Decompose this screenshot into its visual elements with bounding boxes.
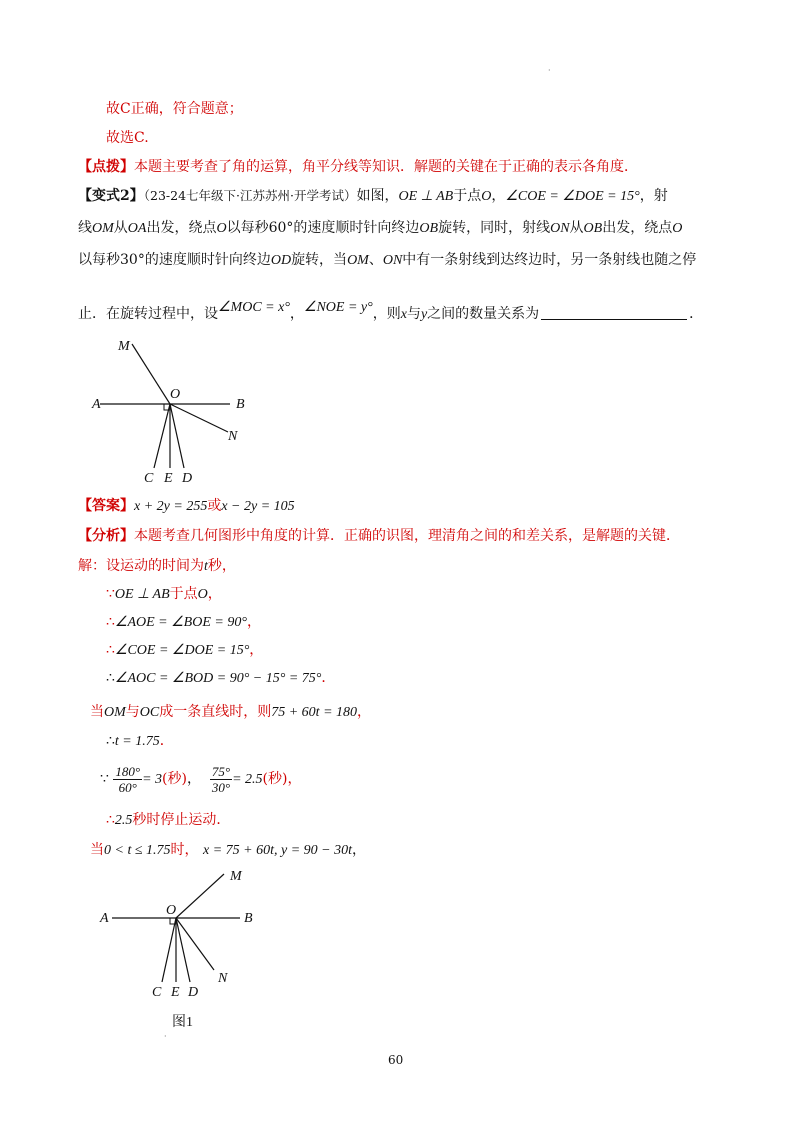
math: 75 + 60t = 180 bbox=[271, 705, 358, 720]
label-c: C bbox=[152, 985, 162, 1000]
symbol: ∴ bbox=[106, 733, 115, 749]
analysis-text: 本题考查几何图形中角度的计算．正确的识图，理清角之间的和差关系，是解题的关键． bbox=[134, 528, 680, 544]
solution-step-1 bbox=[106, 584, 222, 605]
text: 当 bbox=[90, 842, 104, 858]
text: 出发，绕点 bbox=[602, 220, 673, 236]
solution-step-4 bbox=[106, 668, 335, 689]
label-d: D bbox=[188, 985, 199, 1000]
symbol: ∵ bbox=[100, 771, 109, 787]
label-c: C bbox=[144, 471, 154, 486]
math: 60 bbox=[268, 220, 287, 236]
label-e: E bbox=[164, 471, 173, 486]
variant-line-1 bbox=[78, 186, 668, 207]
math: ∠AOE = ∠BOE = 90° bbox=[114, 615, 247, 630]
ray-om bbox=[132, 344, 170, 404]
text: 从 bbox=[569, 220, 584, 236]
math: ∠NOE = y° bbox=[303, 300, 373, 315]
math: 2.5 bbox=[114, 813, 133, 828]
text: 与 bbox=[406, 306, 421, 322]
text: ， bbox=[186, 771, 201, 787]
text: ， bbox=[207, 586, 222, 602]
text: 于点 bbox=[453, 188, 482, 204]
tip-text: 本题主要考查了角的运算，角平分线等知识．解题的关键在于正确的表示各角度． bbox=[134, 159, 638, 175]
math: t = 1.75 bbox=[114, 734, 160, 749]
math: x = 75 + 60t, y = 90 − 30t bbox=[202, 843, 352, 858]
text: °的速度顺时针向终边 bbox=[137, 252, 271, 268]
solution-step-9 bbox=[90, 840, 366, 861]
text: 旋转，当 bbox=[291, 252, 348, 268]
variant-tag: 【变式2】 bbox=[78, 188, 144, 204]
text: °的速度顺时针向终边 bbox=[286, 220, 420, 236]
page-number: 60 bbox=[388, 1053, 404, 1067]
scan-dot: · bbox=[548, 66, 551, 75]
tip-tag: 【点拨】 bbox=[78, 159, 134, 175]
ray-on bbox=[170, 404, 228, 432]
variant-line-3 bbox=[78, 250, 696, 271]
text: ． bbox=[159, 733, 174, 749]
math: 0 < t ≤ 1.75 bbox=[104, 843, 171, 858]
analysis-tag: 【分析】 bbox=[78, 528, 134, 544]
unit: (秒) bbox=[162, 771, 187, 787]
solution-step-3 bbox=[106, 640, 263, 661]
label-e: E bbox=[171, 985, 180, 1000]
math: OD bbox=[270, 253, 292, 268]
label-a: A bbox=[100, 911, 109, 926]
math: O bbox=[672, 221, 683, 236]
math: 30 bbox=[120, 252, 138, 268]
math: OB bbox=[419, 221, 439, 236]
math: x bbox=[400, 307, 407, 322]
denominator: 30° bbox=[211, 779, 231, 795]
label-d: D bbox=[182, 471, 193, 486]
text: ． bbox=[321, 670, 336, 686]
math: y bbox=[420, 307, 428, 322]
denominator: 60° bbox=[118, 779, 137, 795]
text: 秒时停止运动． bbox=[132, 812, 231, 828]
label-n: N bbox=[218, 971, 228, 986]
text: 当 bbox=[90, 704, 104, 720]
math: O bbox=[197, 587, 208, 602]
text: ． bbox=[689, 306, 704, 322]
math: ∠COE = ∠DOE = 15° bbox=[114, 643, 250, 658]
answer-line bbox=[78, 496, 295, 517]
text: 之间的数量关系为 bbox=[427, 306, 540, 322]
numerator: 180° bbox=[115, 763, 141, 779]
text: 以每秒 bbox=[78, 252, 120, 268]
symbol: ∴ bbox=[106, 642, 115, 658]
text: ， bbox=[246, 614, 261, 630]
ray-oc bbox=[154, 404, 170, 468]
symbol: ∴ bbox=[106, 812, 115, 828]
symbol: ∴ bbox=[106, 614, 115, 630]
solution-step-8 bbox=[106, 810, 230, 831]
text: ，射 bbox=[639, 188, 668, 204]
variant-source: （23-24七年级下·江苏苏州·开学考试） bbox=[143, 188, 357, 203]
math: OM bbox=[104, 705, 126, 720]
math: OE ⊥ AB bbox=[114, 587, 170, 602]
answer-blank bbox=[541, 305, 687, 320]
tip-paragraph bbox=[78, 157, 638, 177]
text: 成一条直线时，则 bbox=[159, 704, 272, 720]
math: ON bbox=[382, 253, 403, 268]
text: ， bbox=[249, 642, 264, 658]
variant-line-2 bbox=[78, 218, 682, 239]
prev-line-2: 故选C. bbox=[106, 130, 149, 146]
text: 如图， bbox=[356, 188, 399, 204]
fraction-2 bbox=[210, 764, 232, 795]
label-m: M bbox=[230, 869, 242, 884]
solution-step-7 bbox=[100, 762, 301, 797]
figure-2 bbox=[90, 860, 290, 1040]
math: OC bbox=[139, 705, 160, 720]
solution-step-2 bbox=[106, 612, 261, 633]
math: = 2.5 bbox=[232, 772, 263, 787]
text: ， bbox=[351, 842, 366, 858]
analysis-line bbox=[78, 526, 680, 546]
label-m: M bbox=[118, 339, 130, 354]
text: 与 bbox=[125, 704, 140, 720]
numerator: 75° bbox=[211, 763, 231, 779]
ray-oc bbox=[162, 918, 176, 982]
math: = 3 bbox=[142, 772, 163, 787]
label-o: O bbox=[170, 387, 181, 402]
math: ∠MOC = x° bbox=[218, 300, 290, 315]
label-b: B bbox=[244, 911, 253, 926]
math: O bbox=[481, 189, 492, 204]
label-n: N bbox=[228, 429, 238, 444]
answer-tag: 【答案】 bbox=[78, 498, 134, 514]
math: O bbox=[216, 221, 227, 236]
solution-step-6 bbox=[106, 731, 174, 752]
text: 旋转，同时，射线 bbox=[438, 220, 551, 236]
math: OM bbox=[92, 221, 114, 236]
answer-eq-2: x − 2y = 105 bbox=[221, 499, 295, 514]
label-b: B bbox=[236, 397, 245, 412]
label-o: O bbox=[166, 903, 177, 918]
text: ， bbox=[357, 704, 372, 720]
text: 或 bbox=[207, 498, 222, 514]
math: OA bbox=[127, 221, 147, 236]
math: t bbox=[204, 559, 208, 574]
math: ∠COE = ∠DOE = 15° bbox=[505, 189, 640, 204]
text: 出发，绕点 bbox=[146, 220, 217, 236]
text: 于点 bbox=[169, 586, 198, 602]
math: ON bbox=[550, 221, 570, 236]
scan-dot: · bbox=[164, 1032, 167, 1041]
prev-line-1: 故C正确，符合题意； bbox=[106, 101, 243, 117]
solution-step-5 bbox=[90, 702, 371, 723]
symbol: ∵ bbox=[106, 586, 115, 602]
math: OM bbox=[347, 253, 369, 268]
fraction-1 bbox=[113, 764, 142, 795]
math: ∠AOC = ∠BOD = 90° − 15° = 75° bbox=[114, 671, 322, 686]
text: 以每秒 bbox=[226, 220, 269, 236]
ray-om bbox=[176, 874, 224, 918]
text: 秒， bbox=[207, 558, 236, 574]
text: 解：设运动的时间为 bbox=[78, 558, 204, 574]
math: OE ⊥ AB bbox=[398, 189, 454, 204]
text: 时， bbox=[170, 842, 199, 858]
text: 止．在旋转过程中，设 bbox=[78, 306, 218, 322]
figure-caption: 图1 bbox=[172, 1015, 193, 1030]
label-a: A bbox=[92, 397, 101, 412]
text: 中有一条射线到达终边时，另一条射线也随之停 bbox=[402, 252, 697, 268]
ray-od bbox=[170, 404, 184, 468]
unit: (秒) bbox=[262, 771, 288, 787]
solution-intro bbox=[78, 556, 236, 577]
figure-1 bbox=[80, 330, 280, 490]
symbol: ∴ bbox=[106, 670, 115, 686]
text: 线 bbox=[78, 220, 92, 236]
text: 从 bbox=[113, 220, 128, 236]
text: ，则 bbox=[372, 306, 401, 322]
math: OB bbox=[583, 221, 603, 236]
text: ， bbox=[289, 306, 304, 322]
answer-eq-1: x + 2y = 255 bbox=[134, 499, 208, 514]
variant-line-4 bbox=[78, 298, 703, 325]
text: ， bbox=[491, 188, 506, 204]
text: 、 bbox=[368, 252, 383, 268]
text: ， bbox=[287, 771, 302, 787]
